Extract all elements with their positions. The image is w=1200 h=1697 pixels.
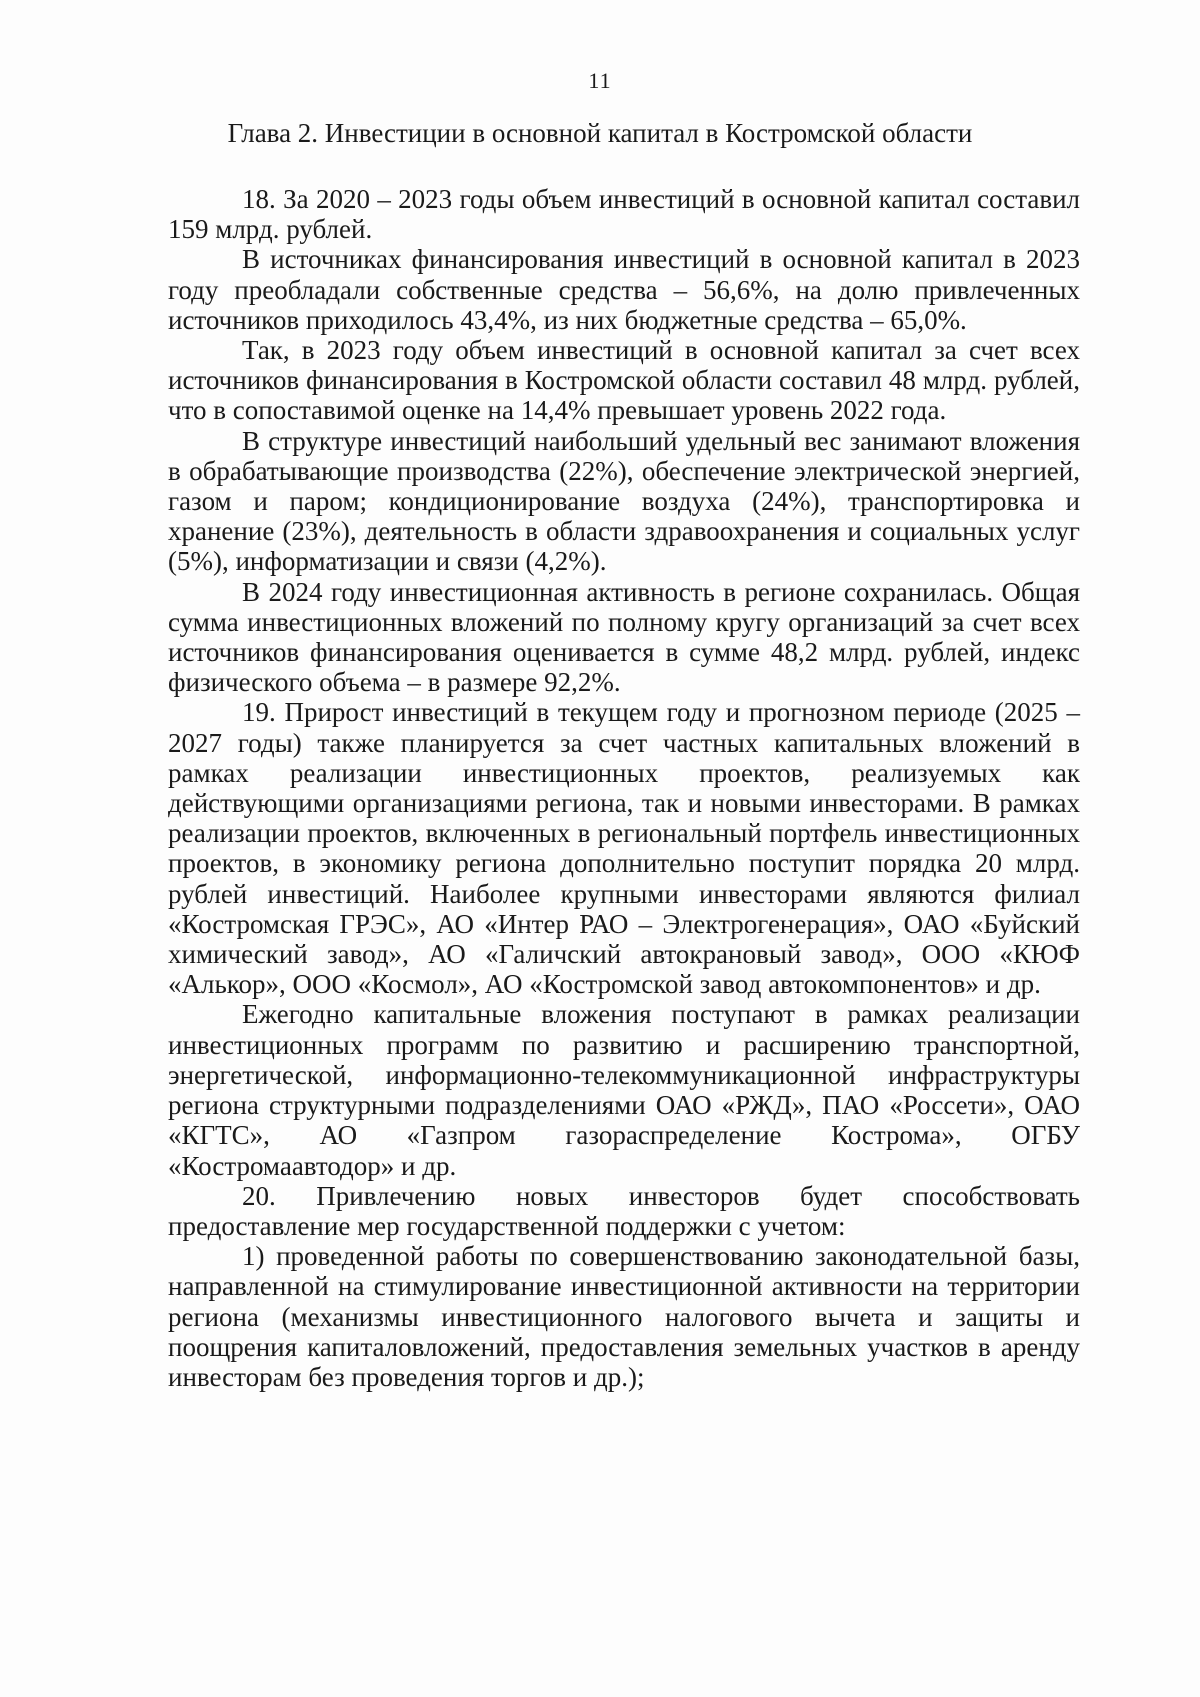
paragraph-19: 19. Прирост инвестиций в текущем году и прогнозном периоде (2025 – 2027 годы) также планируется за счет частных капитальных вложений в рамках реализации инвестиционных проектов, реализуемых как действующими организациями региона, так и новыми инвесторами. В рамках реализации проектов, включенных в региональный портфель инвестиционных проектов, в экономику региона дополнительно поступит порядка 20 млрд. рублей инвестиций. Наиболее крупными инвесторами являются филиал «Костромская ГРЭС», АО «Интер РАО – Электрогенерация», ОАО «Буйский химический завод», АО «Галичский автокрановый завод», ООО «КЮФ «Алькор», ООО «Космол», АО «Костромской завод автокомпонентов» и др.	[168, 697, 1080, 1000]
paragraph-20: 20. Привлечению новых инвесторов будет способствовать предоставление мер государственной поддержки с учетом:	[168, 1180, 1080, 1241]
paragraph-18: 18. За 2020 – 2023 годы объем инвестиций в основной капитал составил 159 млрд. рублей.	[168, 184, 1080, 245]
paragraph-funding-sources: В источниках финансирования инвестиций в основной капитал в 2023 году преобладали собственные средства – 56,6%, на долю привлеченных источников приходилось 43,4%, из них бюджетные средства – 65,0%.	[168, 244, 1080, 335]
paragraph-infrastructure-programs: Ежегодно капитальные вложения поступают в рамках реализации инвестиционных программ по развитию и расширению транспортной, энергетической, информационно-телекоммуникационной инфраструктуры региона структурными подразделениями ОАО «РЖД», ПАО «Россети», ОАО «КГТС», АО «Газпром газораспределение Кострома», ОГБУ «Костромаавтодор» и др.	[168, 999, 1080, 1181]
page-number: 11	[588, 68, 612, 93]
chapter-title: Глава 2. Инвестиции в основной капитал в Костромской области	[227, 118, 973, 148]
paragraph-investment-2024: В 2024 году инвестиционная активность в регионе сохранилась. Общая сумма инвестиционных вложений по полному кругу организаций за счет всех источников финансирования оценивается в сумме 48,2 млрд. рублей, индекс физического объема – в размере 92,2%.	[168, 576, 1080, 698]
paragraph-investment-2023: Так, в 2023 году объем инвестиций в основной капитал за счет всех источников финансирования в Костромской области составил 48 млрд. рублей, что в сопоставимой оценке на 14,4% превышает уровень 2022 года.	[168, 335, 1080, 426]
list-item-1: 1) проведенной работы по совершенствованию законодательной базы, направленной на стимулирование инвестиционной активности на территории региона (механизмы инвестиционного налогового вычета и защиты и поощрения капиталовложений, предоставления земельных участков в аренду инвесторам без проведения торгов и др.);	[168, 1241, 1080, 1392]
paragraph-investment-structure: В структуре инвестиций наибольший удельный вес занимают вложения в обрабатывающие производства (22%), обеспечение электрической энергией, газом и паром; кондиционирование воздуха (24%), транспортировка и хранение (23%), деятельность в области здравоохранения и социальных услуг (5%), информатизации и связи (4,2%).	[168, 425, 1080, 577]
document-body	[168, 184, 1080, 1392]
